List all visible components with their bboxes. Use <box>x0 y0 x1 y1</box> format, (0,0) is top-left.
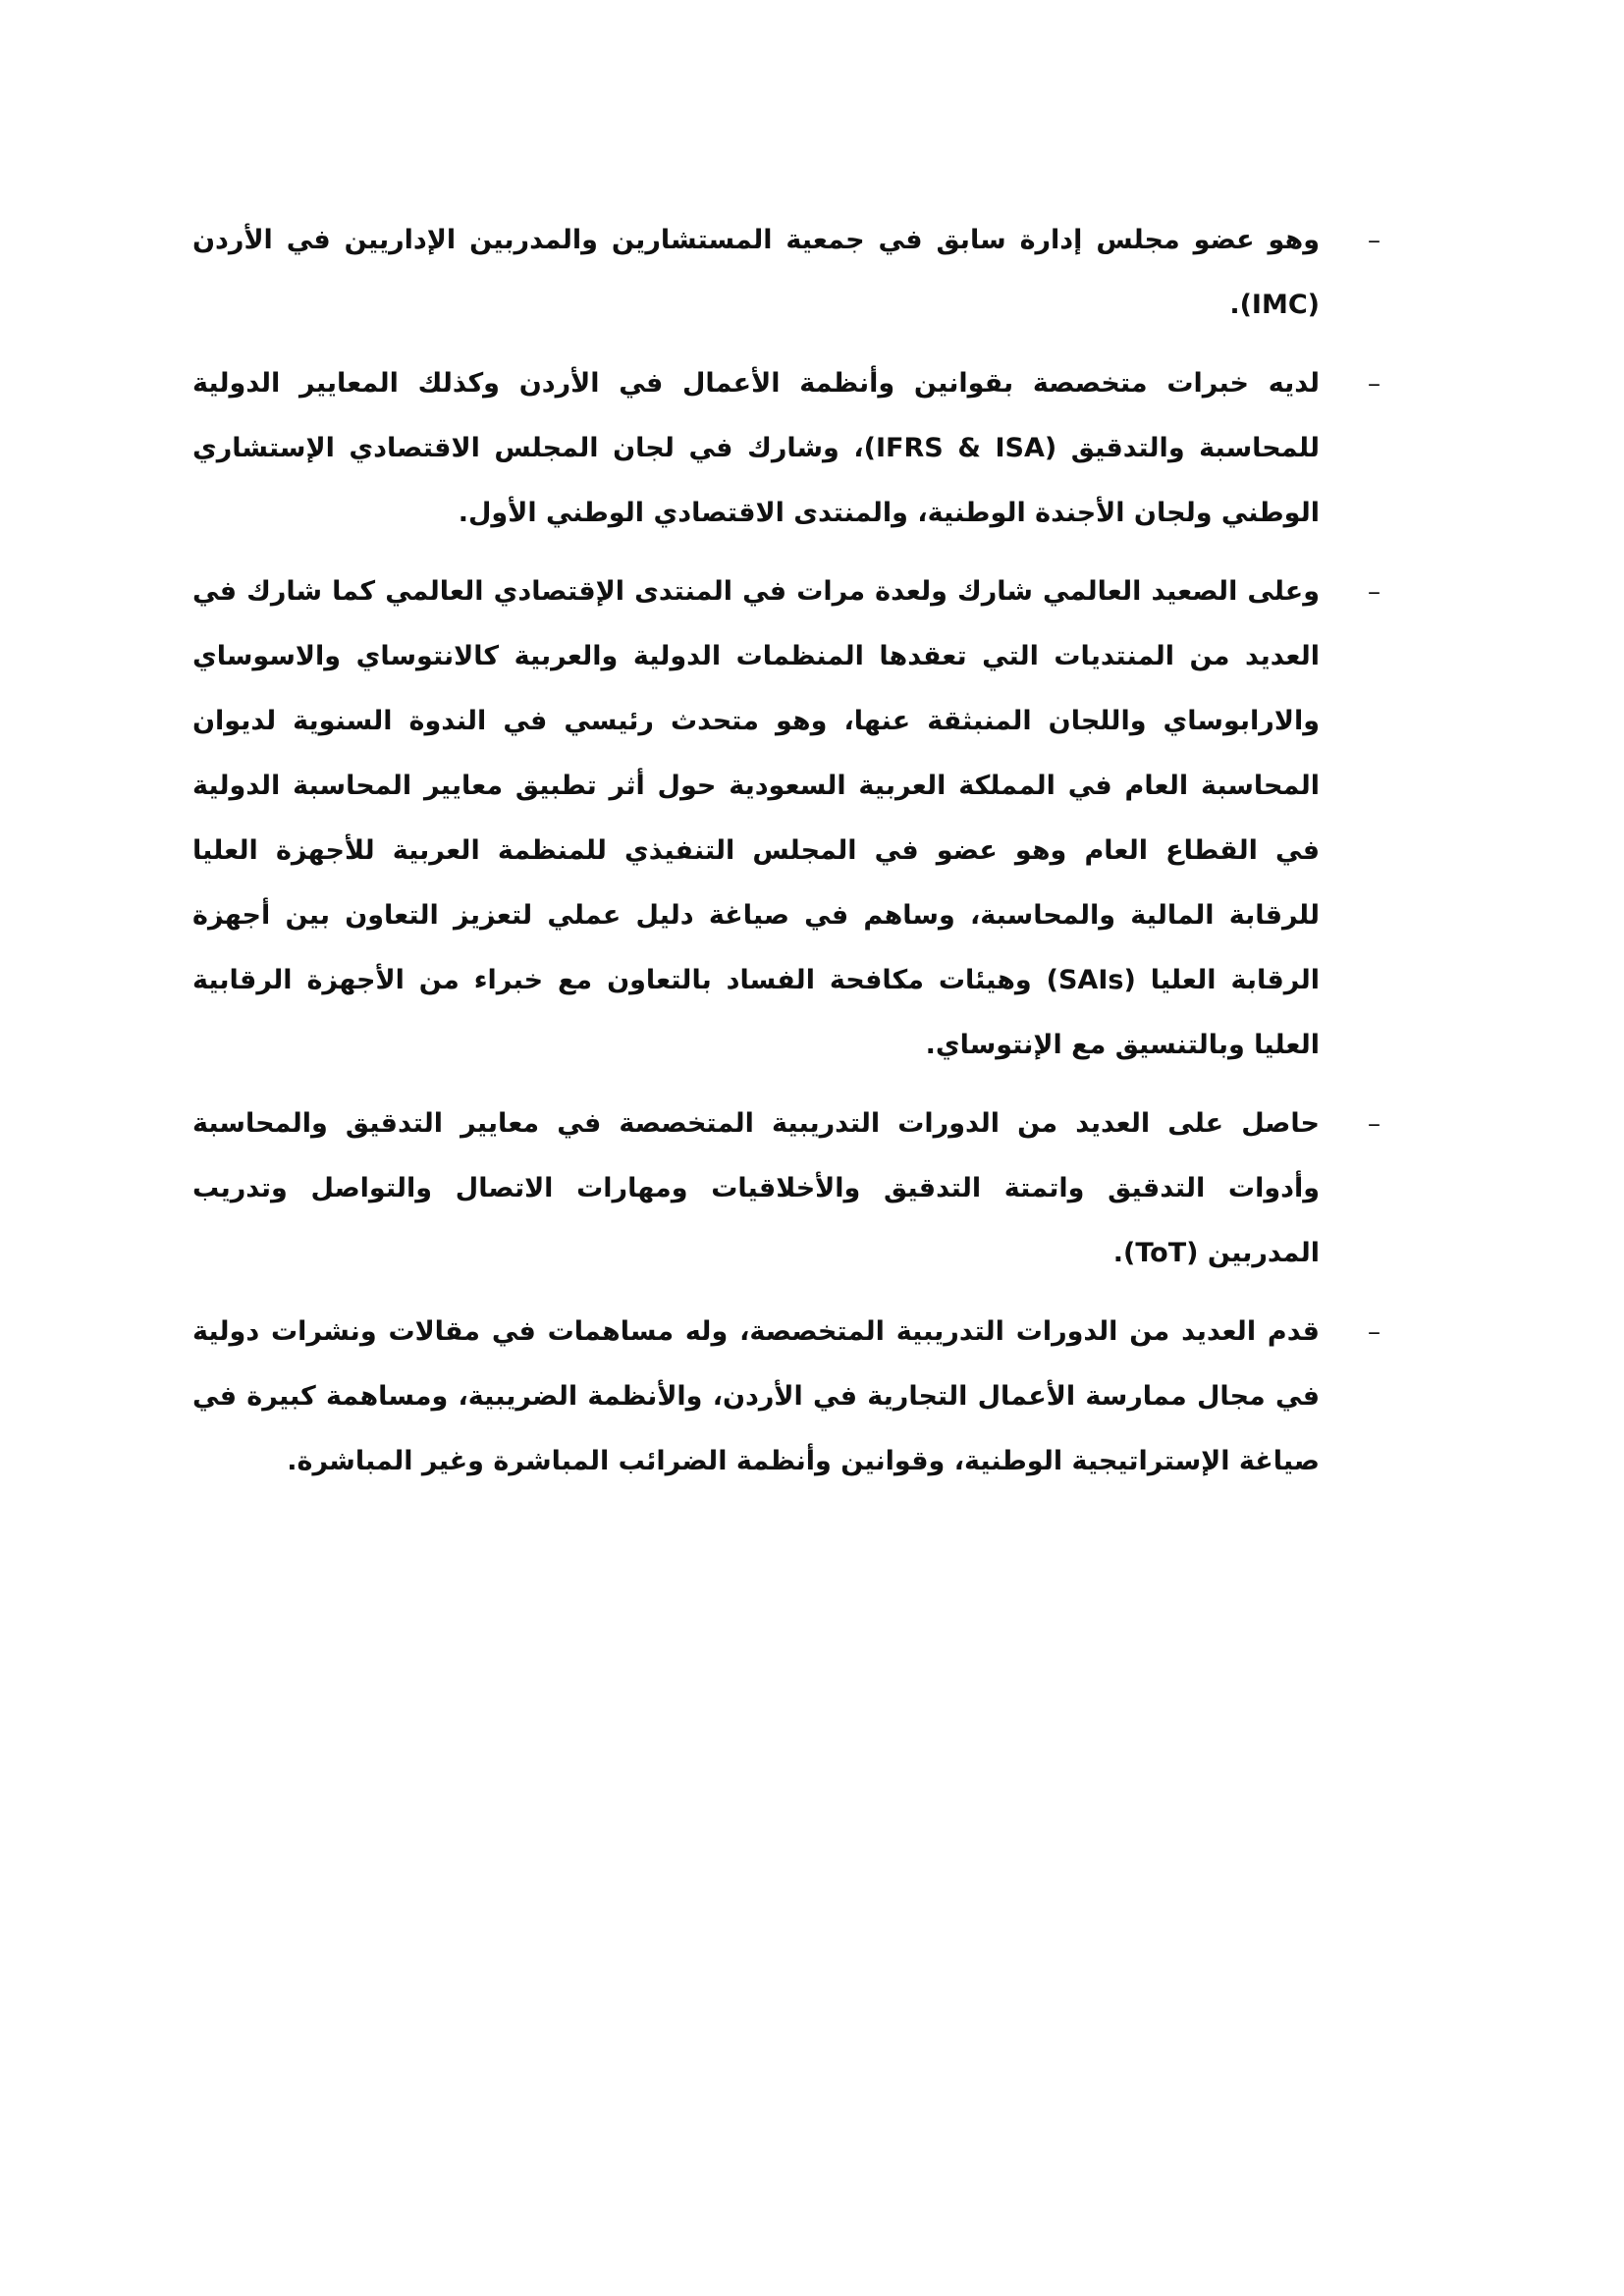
bullet-text: وعلى الصعيد العالمي شارك ولعدة مرات في المنتدى الإقتصادي العالمي كما شارك في العديد من المنتديات التي تعقدها المنظمات الدولية والعربية كالانتوساي والاسوساي والارابوساي واللجان المنبثقة عنها، وهو متحدث رئيسي في الندوة السنوية لديوان المحاسبة العام في المملكة العربية السعودية حول أثر تطبيق معايير المحاسبة الدولية في القطاع العام وهو عضو في المجلس التنفيذي للمنظمة العربية للأجهزة العليا للرقابة المالية والمحاسبة، وساهم في صياغة دليل عملي لتعزيز التعاون بين أجهزة الرقابة العليا (SAIs) وهيئات مكافحة الفساد بالتعاون مع خبراء من الأجهزة الرقابية العليا وبالتنسيق مع الإنتوساي. <box>192 576 1320 1060</box>
bullet-item-international-participation <box>192 560 1380 1078</box>
bullet-list <box>192 208 1380 1494</box>
dash-bullet-icon: – <box>1368 369 1380 399</box>
bullet-item-expertise <box>192 351 1380 546</box>
document-body <box>192 208 1380 1508</box>
dash-bullet-icon: – <box>1368 1317 1380 1347</box>
dash-bullet-icon: – <box>1368 577 1380 607</box>
bullet-text: قدم العديد من الدورات التدريبية المتخصصة، وله مساهمات في مقالات ونشرات دولية في مجال ممارسة الأعمال التجارية في الأردن، والأنظمة الضريبية، ومساهمة كبيرة في صياغة الإستراتيجية الوطنية، وقوانين وأنظمة الضرائب المباشرة وغير المباشرة. <box>192 1316 1320 1476</box>
bullet-text: حاصل على العديد من الدورات التدريبية المتخصصة في معايير التدقيق والمحاسبة وأدوات التدقيق واتمتة التدقيق والأخلاقيات ومهارات الاتصال والتواصل وتدريب المدربين (ToT). <box>192 1108 1320 1268</box>
dash-bullet-icon: – <box>1368 1109 1380 1139</box>
bullet-item-board-member <box>192 208 1380 338</box>
bullet-text: لديه خبرات متخصصة بقوانين وأنظمة الأعمال في الأردن وكذلك المعايير الدولية للمحاسبة والتدقيق (IFRS & ISA)، وشارك في لجان المجلس الاقتصادي الإستشاري الوطني ولجان الأجندة الوطنية، والمنتدى الاقتصادي الوطني الأول. <box>192 368 1320 528</box>
dash-bullet-icon: – <box>1368 226 1380 255</box>
bullet-item-training-courses <box>192 1092 1380 1286</box>
bullet-text: وهو عضو مجلس إدارة سابق في جمعية المستشارين والمدربين الإداريين في الأردن (IMC). <box>192 225 1320 320</box>
bullet-item-contributions <box>192 1300 1380 1494</box>
